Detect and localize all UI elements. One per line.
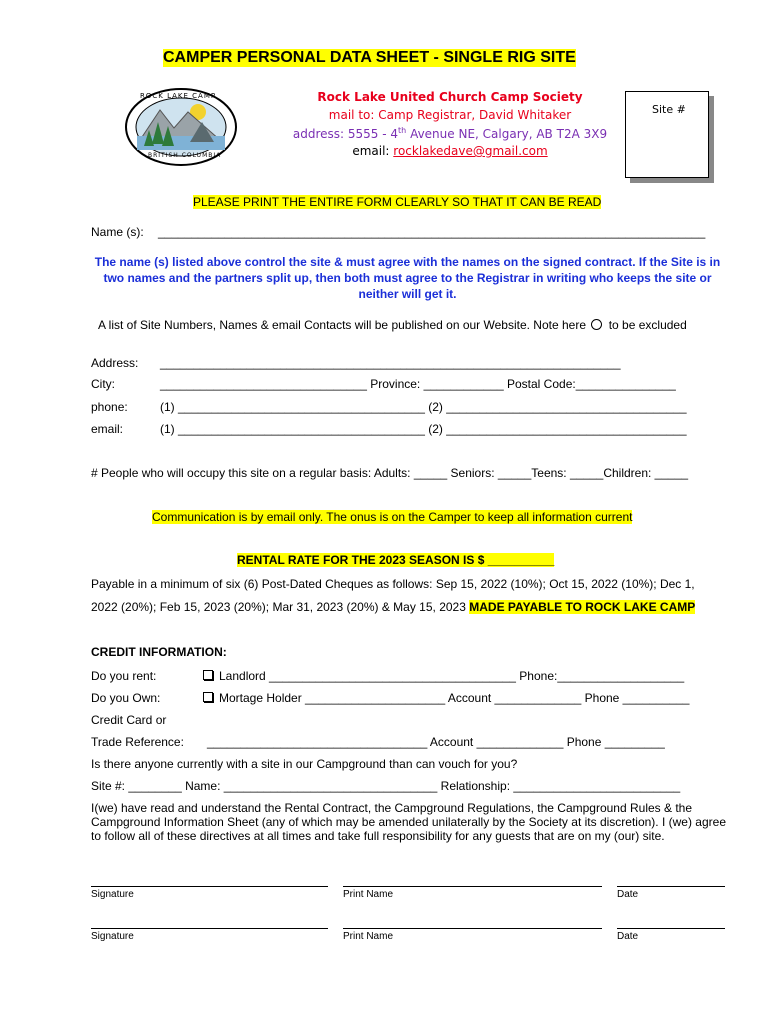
publish-notice-after: to be excluded bbox=[608, 318, 687, 332]
date-label-2: Date bbox=[617, 931, 639, 942]
publish-notice-text: A list of Site Numbers, Names & email Contacts will be published on our Website. Note here bbox=[98, 318, 587, 332]
date-line-2[interactable] bbox=[617, 928, 725, 929]
print-notice: PLEASE PRINT THE ENTIRE FORM CLEARLY SO THAT IT CAN BE READ bbox=[193, 195, 602, 209]
exclude-radio[interactable] bbox=[591, 319, 602, 330]
page-title: CAMPER PERSONAL DATA SHEET - SINGLE RIG SITE bbox=[163, 49, 576, 66]
print-name-line-2[interactable] bbox=[343, 928, 602, 929]
org-address-sup: th bbox=[398, 126, 407, 135]
camp-logo bbox=[122, 82, 240, 172]
trade-reference-label: Trade Reference: bbox=[91, 735, 184, 749]
logo-text-top: ROCK LAKE CAMP bbox=[140, 92, 217, 100]
credit-card-label: Credit Card or bbox=[91, 713, 167, 727]
address-field[interactable]: _____________________________________________________________________ bbox=[160, 356, 621, 370]
payable-dates: 2022 (20%); Feb 15, 2023 (20%); Mar 31, 2023 (20%) & May 15, 2023 bbox=[91, 600, 466, 614]
trade-reference-fields[interactable]: _________________________________ Account _____________ Phone _________ bbox=[207, 735, 665, 749]
org-address-suffix: Avenue NE, Calgary, AB T2A 3X9 bbox=[406, 127, 608, 141]
phone-fields[interactable]: (1) _____________________________________ (2) ____________________________________ bbox=[160, 400, 687, 414]
payable-line-2 bbox=[91, 600, 695, 614]
vouch-fields[interactable]: Site #: ________ Name: ________________________________ Relationship: _________________________ bbox=[91, 779, 681, 793]
site-number-label: Site # bbox=[652, 103, 686, 116]
own-row bbox=[203, 691, 689, 705]
own-checkbox[interactable] bbox=[203, 692, 213, 702]
city-label: City: bbox=[91, 377, 115, 391]
rental-rate: RENTAL RATE FOR THE 2023 SEASON IS $ __________ bbox=[237, 553, 555, 567]
payable-to: MADE PAYABLE TO ROCK LAKE CAMP bbox=[469, 600, 696, 614]
signature-line-1[interactable] bbox=[91, 886, 328, 887]
org-email-label: email: bbox=[352, 144, 394, 158]
email-fields[interactable]: (1) _____________________________________ (2) ____________________________________ bbox=[160, 422, 687, 436]
org-address-prefix: address: 5555 - 4 bbox=[292, 127, 399, 141]
names-label: Name (s): bbox=[91, 225, 144, 239]
landlord-fields[interactable]: Landlord _____________________________________ Phone:___________________ bbox=[219, 669, 685, 683]
logo-text-bottom: BRITISH COLUMBIA bbox=[148, 152, 222, 159]
payable-line-1: Payable in a minimum of six (6) Post-Dated Cheques as follows: Sep 15, 2022 (10%); Oct 15, 2022 (10%); Dec 1, bbox=[91, 577, 695, 591]
address-label: Address: bbox=[91, 356, 139, 370]
signature-label-2: Signature bbox=[91, 931, 134, 942]
signature-line-2[interactable] bbox=[91, 928, 328, 929]
communication-notice: Communication is by email only. The onus is on the Camper to keep all information current bbox=[152, 510, 633, 524]
org-address bbox=[250, 126, 650, 141]
occupancy-fields[interactable]: # People who will occupy this site on a regular basis: Adults: _____ Seniors: _____Teens: _____Children: _____ bbox=[91, 466, 689, 480]
org-email bbox=[250, 144, 650, 158]
rent-row bbox=[203, 669, 684, 683]
email-label: email: bbox=[91, 422, 124, 436]
site-number-box[interactable] bbox=[625, 91, 709, 178]
org-email-link[interactable]: rocklakedave@gmail.com bbox=[393, 144, 548, 158]
print-name-label-1: Print Name bbox=[343, 889, 394, 900]
credit-heading: CREDIT INFORMATION: bbox=[91, 645, 227, 659]
vouch-question: Is there anyone currently with a site in our Campground than can vouch for you? bbox=[91, 757, 518, 771]
agreement-text: I(we) have read and understand the Rental Contract, the Campground Regulations, the Campground Rules & the Campground Information Sheet (any of which may be amended unilaterally by the Society at its discretion). I (we) agree to follow all of these directives at all times and take full responsibility for any guests that are on my (our) site. bbox=[91, 801, 726, 843]
publish-notice bbox=[98, 318, 687, 332]
date-line-1[interactable] bbox=[617, 886, 725, 887]
phone-label: phone: bbox=[91, 400, 128, 414]
print-name-label-2: Print Name bbox=[343, 931, 394, 942]
date-label-1: Date bbox=[617, 889, 639, 900]
org-mail-to: mail to: Camp Registrar, David Whitaker bbox=[328, 108, 572, 122]
signature-label-1: Signature bbox=[91, 889, 134, 900]
mortgage-fields[interactable]: Mortage Holder _____________________ Account _____________ Phone __________ bbox=[219, 691, 690, 705]
control-notice: The name (s) listed above control the site & must agree with the names on the signed contract. If the Site is in two names and the partners split up, then both must agree to the Registrar in writing who keeps the site or neither will get it. bbox=[94, 255, 721, 301]
own-label: Do you Own: bbox=[91, 691, 161, 705]
names-field[interactable]: __________________________________________________________________________________ bbox=[158, 225, 706, 239]
print-name-line-1[interactable] bbox=[343, 886, 602, 887]
rent-checkbox[interactable] bbox=[203, 670, 213, 680]
city-province-postal-fields[interactable]: _______________________________ Province: ____________ Postal Code:_______________ bbox=[160, 377, 676, 391]
rent-label: Do you rent: bbox=[91, 669, 157, 683]
org-name: Rock Lake United Church Camp Society bbox=[317, 90, 583, 104]
